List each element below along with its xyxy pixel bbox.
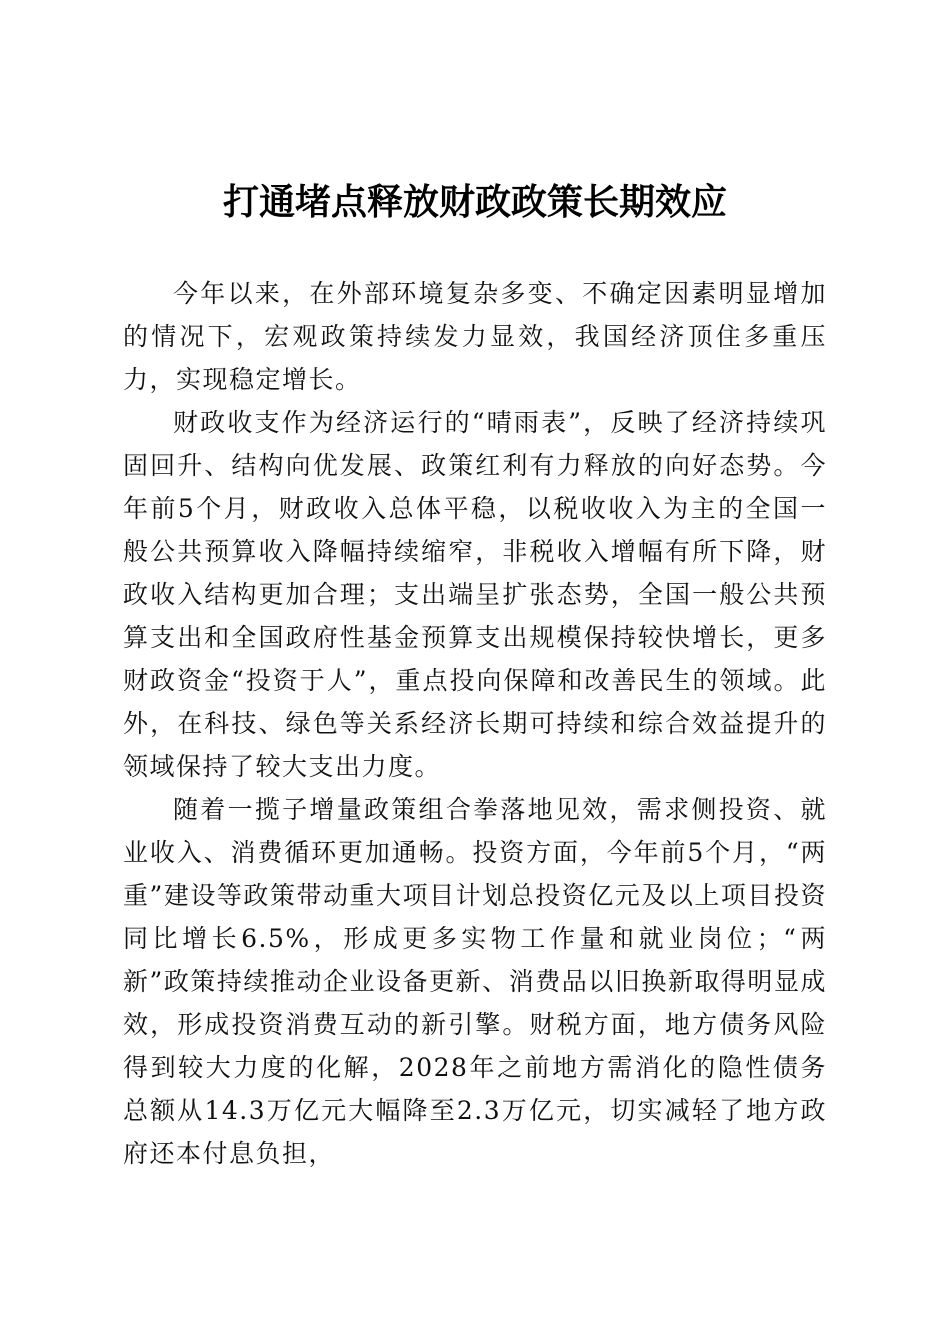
- paragraph-2: 财政收支作为经济运行的“晴雨表”，反映了经济持续巩固回升、结构向优发展、政策红利有力释放的向好态势。今年前5个月，财政收入总体平稳，以税收收入为主的全国一般公共预算收入降幅持续缩窄，非税收入增幅有所下降，财政收入结构更加合理；支出端呈扩张态势，全国一般公共预算支出和全国政府性基金预算支出规模保持较快增长，更多财政资金“投资于人”，重点投向保障和改善民生的领域。此外，在科技、绿色等关系经济长期可持续和综合效益提升的领域保持了较大支出力度。: [123, 408, 827, 781]
- paragraph-3: 随着一揽子增量政策组合拳落地见效，需求侧投资、就业收入、消费循环更加通畅。投资方面，今年前5个月，“两重”建设等政策带动重大项目计划总投资亿元及以上项目投资同比增长6.5%，形成更多实物工作量和就业岗位；“两新”政策持续推动企业设备更新、消费品以旧换新取得明显成效，形成投资消费互动的新引擎。财税方面，地方债务风险得到较大力度的化解，2028年之前地方需消化的隐性债务总额从14.3万亿元大幅降至2.3万亿元，切实减轻了地方政府还本付息负担，: [123, 795, 827, 1168]
- paragraph-1: 今年以来，在外部环境复杂多变、不确定因素明显增加的情况下，宏观政策持续发力显效，我国经济顶住多重压力，实现稳定增长。: [123, 279, 827, 394]
- document-title: 打通堵点释放财政政策长期效应: [222, 181, 727, 223]
- document-body: [123, 272, 827, 1175]
